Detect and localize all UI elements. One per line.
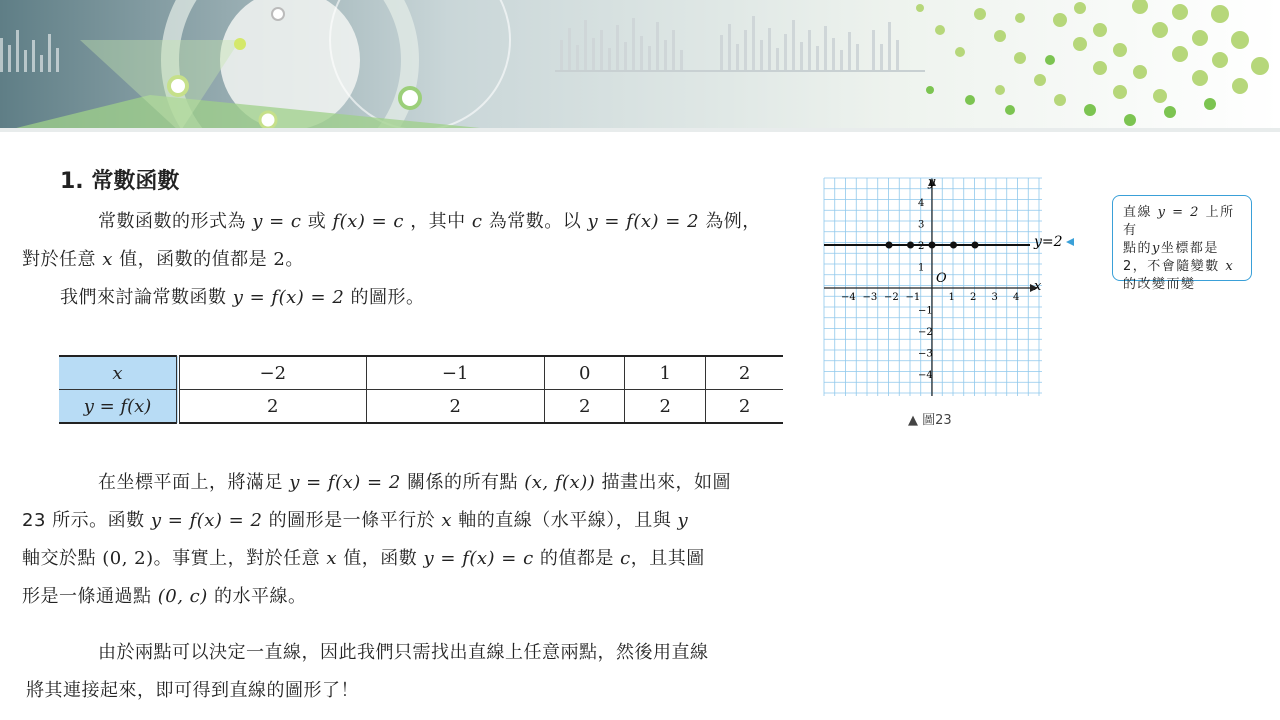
text: 或: [307, 211, 327, 232]
x-tick-label: 3: [991, 292, 998, 303]
math-point-0-c: (0, c): [157, 586, 208, 607]
text: 常數函數的形式為: [98, 211, 246, 232]
decorative-banner: [0, 0, 1280, 132]
y-tick-label: 1: [918, 262, 925, 274]
text: 的圖形。: [350, 287, 425, 308]
text: 23 所示。函數: [22, 510, 145, 531]
text: 將其連接起來，即可得到直線的圖形了！: [26, 680, 359, 701]
x-axis-label: x: [1034, 279, 1042, 294]
origin-label: O: [936, 271, 947, 286]
table-cell: 2: [625, 390, 706, 424]
table-cell: −2: [178, 356, 366, 390]
x-tick-label: 4: [1013, 292, 1020, 303]
y-tick-label: −1: [918, 305, 933, 317]
table-cell: 1: [625, 356, 706, 390]
text: 軸交於點: [22, 548, 96, 569]
math-point-x-fx: (x, f(x)): [524, 472, 596, 493]
text: 軸的直線（水平線），且與: [458, 510, 672, 531]
figure-caption: ▲ 圖23: [908, 413, 952, 428]
callout-arrow: [1066, 238, 1074, 246]
text: 上所有: [1123, 205, 1235, 238]
paragraph-intro-graph: [60, 279, 790, 317]
math-y-f-x-2: y = f(x) = 2: [289, 472, 401, 493]
text: 關係的所有點: [407, 472, 518, 493]
coordinate-graph: [816, 170, 1076, 400]
y-tick-label: −3: [918, 348, 933, 360]
text: 的改變而變: [1123, 277, 1196, 292]
math-y: y: [677, 510, 689, 531]
table-row-x: [59, 356, 783, 390]
text: 。: [285, 249, 304, 270]
callout-note: [1112, 195, 1252, 292]
text: 為常數。以: [488, 211, 582, 232]
text: 2，不會隨變數: [1123, 259, 1220, 274]
table-cell: −1: [366, 356, 544, 390]
text: 坐標都是: [1160, 241, 1219, 256]
y-tick-label: 4: [918, 198, 925, 209]
section-heading: 1. 常數函數: [60, 169, 180, 194]
text: 由於兩點可以決定一直線，因此我們只需找出直線上任意兩點，然後用直線: [98, 642, 709, 663]
x-tick-label: 2: [970, 292, 977, 303]
text: 描畫出來，如圖: [601, 472, 731, 493]
text: 對於任意: [22, 249, 96, 270]
math-y-2: y = 2: [1157, 205, 1200, 220]
data-point: [950, 242, 957, 249]
math-f-x-equals-c: f(x) = c: [332, 211, 404, 232]
y-tick-label: 3: [918, 219, 925, 231]
math-c: c: [471, 211, 483, 232]
x-tick-label: −3: [862, 292, 878, 303]
data-point: [886, 242, 893, 249]
text: 的圖形是一條平行於: [268, 510, 436, 531]
x-tick-labels: [841, 292, 1019, 303]
line-label: y=2: [1034, 234, 1063, 250]
text: 我們來討論常數函數: [60, 287, 227, 308]
y-tick-label: 2: [918, 241, 925, 252]
math-y-f-x-2: y = f(x) = 2: [587, 211, 700, 232]
text: 直線: [1123, 205, 1153, 220]
paragraph-conclusion: [26, 634, 790, 710]
table-cell: 2: [706, 390, 783, 424]
y-tick-labels: [918, 198, 933, 381]
paragraph-explanation: [22, 464, 790, 616]
paragraph-definition: [22, 203, 790, 279]
text: 點的: [1123, 241, 1153, 256]
math-y-f-x-2: y = f(x) = 2: [150, 510, 263, 531]
math-y-f-x-c: y = f(x) = c: [423, 548, 534, 569]
math-c: c: [620, 548, 631, 569]
x-tick-label: −1: [905, 292, 921, 303]
table-cell: 2: [178, 390, 366, 424]
x-tick-label: −2: [884, 292, 899, 303]
table-cell: 2: [544, 390, 625, 424]
table-header-x: x: [59, 356, 178, 390]
math-x: x: [1225, 259, 1235, 274]
data-point: [907, 242, 914, 249]
text: 的水平線。: [214, 586, 307, 607]
math-x: x: [326, 548, 338, 569]
text: 。事實上，對於任意: [153, 548, 321, 569]
text: 在坐標平面上，將滿足: [98, 472, 283, 493]
table-cell: 2: [366, 390, 544, 424]
data-point: [929, 242, 936, 249]
math-y-equals-c: y = c: [252, 211, 302, 232]
text: 為例，: [705, 211, 761, 232]
text: 的值都是: [539, 548, 614, 569]
math-2: 2: [273, 249, 286, 270]
y-tick-label: −4: [918, 370, 933, 381]
table-header-y: y = f(x): [59, 390, 178, 424]
table-cell: 0: [544, 356, 625, 390]
x-tick-label: 1: [948, 292, 955, 303]
table-cell: 2: [706, 356, 783, 390]
y-tick-label: −2: [918, 327, 933, 338]
x-tick-label: −4: [841, 292, 856, 303]
table-row-y: [59, 390, 783, 424]
text: ，其中: [410, 211, 466, 232]
math-x: x: [441, 510, 453, 531]
y-axis-label: y: [928, 175, 936, 190]
math-y: y: [1152, 241, 1161, 256]
data-point: [972, 242, 979, 249]
math-y-f-x-2: y = f(x) = 2: [232, 287, 345, 308]
value-table: [59, 355, 783, 424]
math-x: x: [102, 249, 113, 270]
math-point-0-2: (0, 2): [102, 548, 154, 569]
grid: [824, 178, 1042, 396]
text: 形是一條通過點: [22, 586, 152, 607]
text: ，且其圖: [630, 548, 705, 569]
text: 值，函數: [343, 548, 418, 569]
text: 值，函數的值都是: [119, 249, 268, 270]
